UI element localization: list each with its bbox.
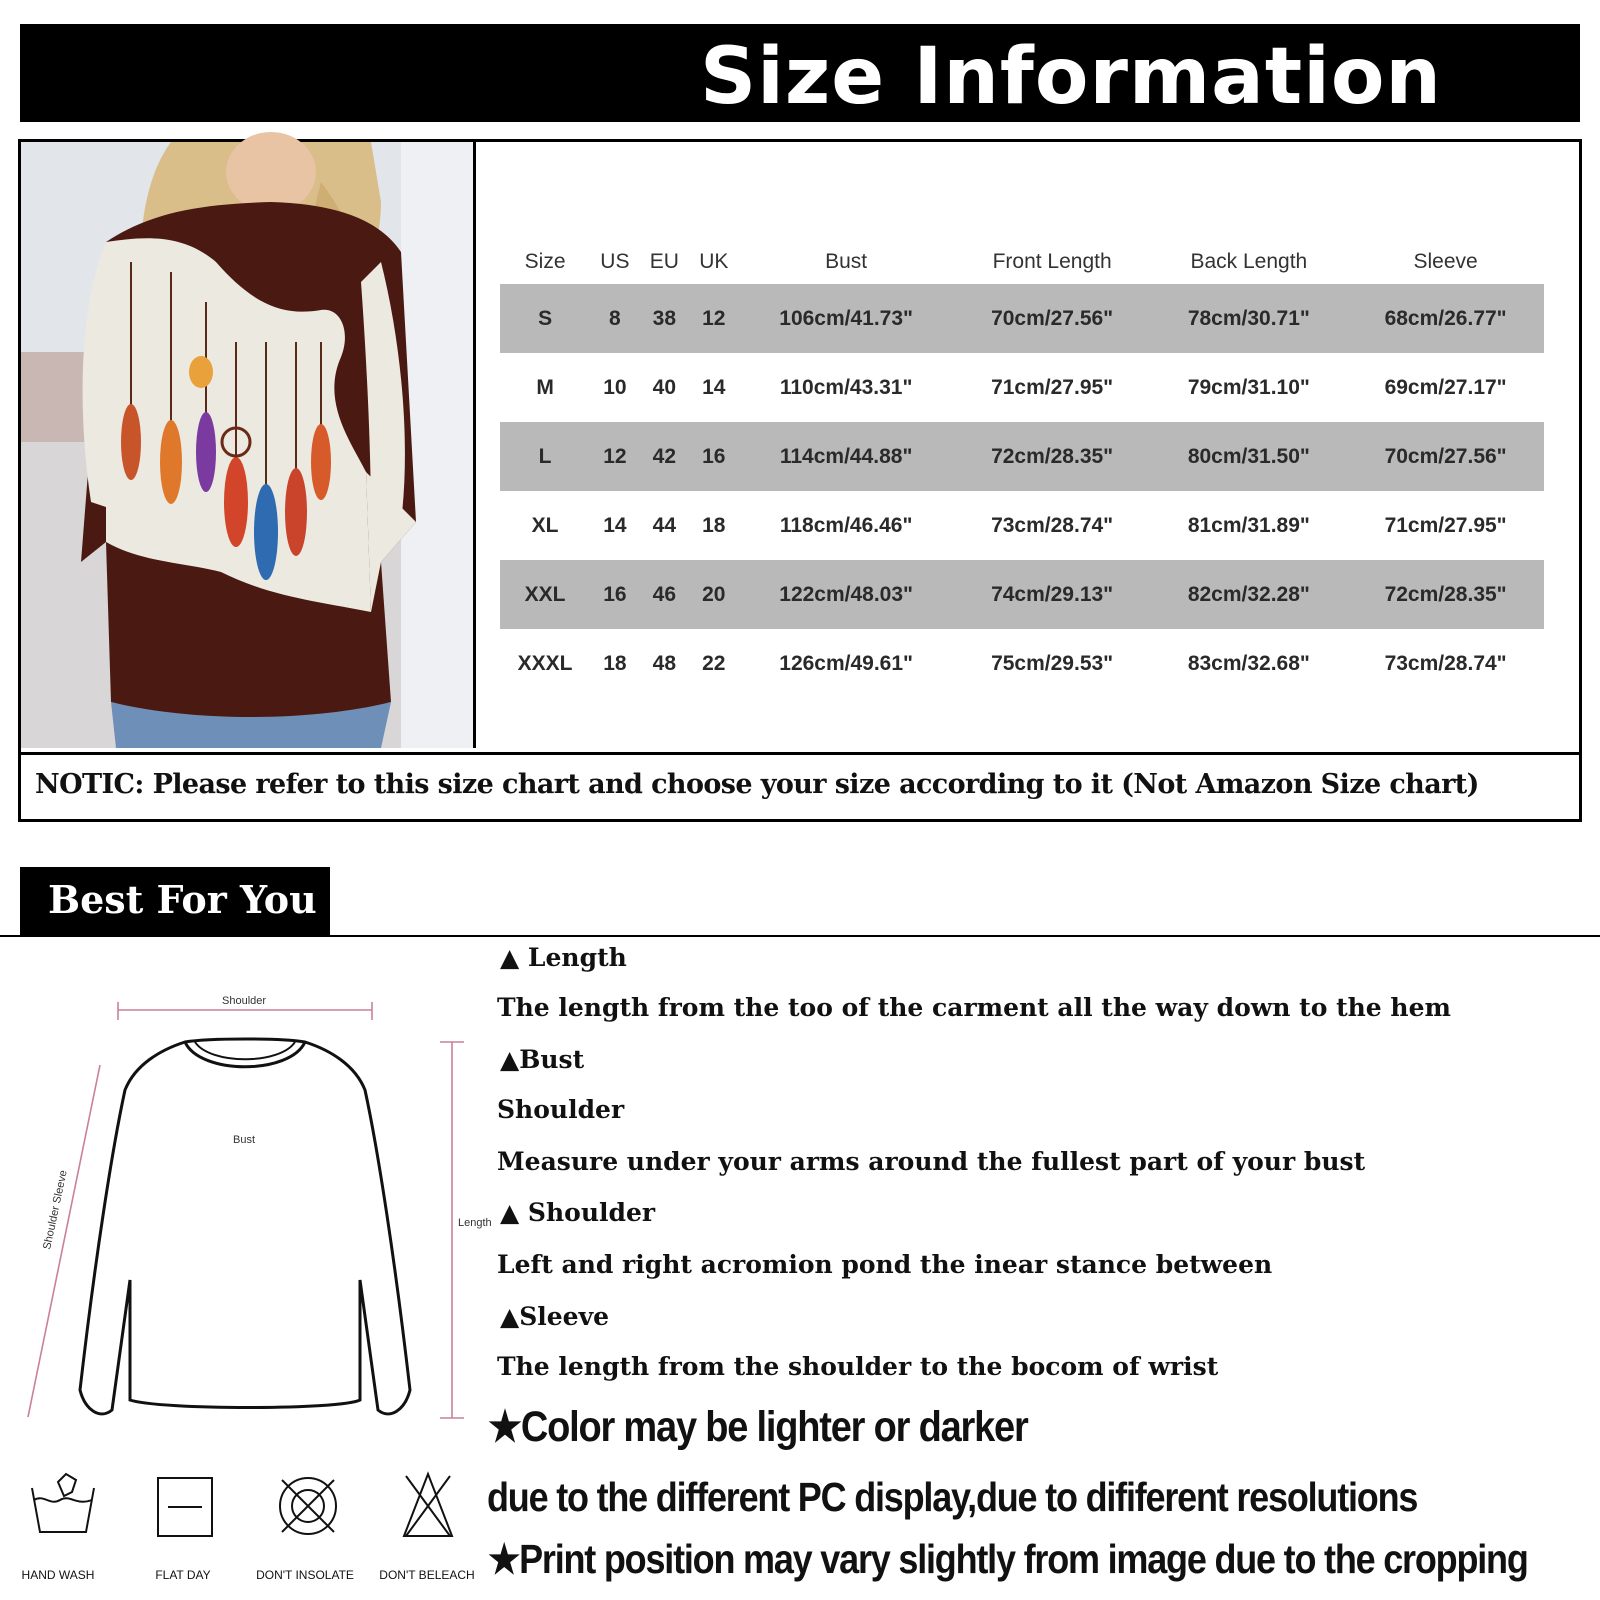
info-shoulder-heading: ▲ Shoulder: [500, 1198, 656, 1227]
table-cell: 72cm/28.35": [954, 422, 1151, 491]
title-bar: [20, 24, 1580, 122]
table-cell: 126cm/49.61": [779, 651, 913, 675]
table-cell: 38: [640, 284, 689, 353]
product-photo: [21, 142, 476, 748]
table-cell: 12: [689, 284, 738, 353]
table-cell: 80cm/31.50": [1150, 422, 1347, 491]
flat-dry-icon: [158, 1478, 212, 1536]
table-cell: 14: [603, 513, 627, 537]
column-header: Bust: [825, 250, 868, 273]
best-for-you-label: [20, 867, 330, 937]
table-cell: L: [500, 422, 590, 491]
table-cell: 46: [640, 560, 689, 629]
table-cell: S: [500, 284, 590, 353]
info-length-heading: ▲ Length: [500, 943, 627, 972]
model-illustration: [21, 142, 473, 748]
hand-wash-icon: [32, 1474, 94, 1532]
table-row: [500, 629, 1544, 698]
column-header: US: [600, 250, 630, 273]
table-row: [500, 560, 1544, 629]
measurement-diagram: [0, 980, 492, 1430]
table-cell: 106cm/41.73": [739, 284, 954, 353]
sweater-outline: [80, 1039, 410, 1414]
column-header: Front Length: [992, 250, 1112, 273]
diagram-length-label: Length: [458, 1217, 492, 1229]
table-cell: 68cm/26.77": [1347, 284, 1544, 353]
table-cell: 8: [590, 284, 639, 353]
table-cell: 114cm/44.88": [739, 422, 954, 491]
table-row: [500, 422, 1544, 491]
table-cell: 71cm/27.95": [1384, 513, 1507, 537]
table-row: [500, 491, 1544, 560]
diagram-shoulder-label: Shoulder: [222, 995, 267, 1007]
table-cell: 18: [603, 651, 627, 675]
info-bust-heading: ▲Bust: [500, 1045, 585, 1074]
info-bust-desc: Measure under your arms around the fullest part of your bust: [497, 1147, 1366, 1176]
table-cell: 72cm/28.35": [1347, 560, 1544, 629]
table-header-row: [500, 240, 1544, 284]
table-cell: 73cm/28.74": [991, 513, 1114, 537]
table-cell: XXXL: [517, 651, 573, 675]
table-cell: 48: [652, 651, 677, 675]
diagram-bust-label: Bust: [233, 1134, 256, 1146]
table-cell: 14: [702, 375, 726, 399]
column-header: UK: [699, 250, 729, 273]
table-cell: 22: [702, 651, 726, 675]
table-cell: 20: [689, 560, 738, 629]
table-cell: 44: [652, 513, 677, 537]
table-cell: 110cm/43.31": [779, 375, 913, 399]
table-row: [500, 284, 1544, 353]
care-label-flat-dry: FLAT DAY: [155, 1568, 211, 1582]
section-divider: [0, 935, 1600, 937]
table-cell: 69cm/27.17": [1384, 375, 1507, 399]
care-label-dont-bleach: DON'T BELEACH: [379, 1568, 475, 1582]
note-display: due to the different PC display,due to dififerent resolutions: [487, 1474, 1418, 1520]
size-table: [500, 240, 1544, 698]
table-cell: 16: [689, 422, 738, 491]
page-title: Size Information: [700, 32, 1442, 122]
dont-insolate-icon: [280, 1478, 336, 1534]
info-sleeve-desc: The length from the shoulder to the bocom of wrist: [497, 1352, 1219, 1381]
care-icons: [20, 1470, 480, 1570]
table-cell: 118cm/46.46": [779, 513, 913, 537]
table-cell: 74cm/29.13": [954, 560, 1151, 629]
table-cell: 42: [640, 422, 689, 491]
table-cell: 122cm/48.03": [739, 560, 954, 629]
table-cell: 73cm/28.74": [1384, 651, 1507, 675]
note-print: ★Print position may vary slightly from image due to the cropping: [488, 1536, 1528, 1582]
column-header: Size: [524, 250, 566, 273]
column-header: Sleeve: [1413, 250, 1478, 273]
table-cell: M: [536, 375, 554, 399]
info-sleeve-heading: ▲Sleeve: [500, 1302, 610, 1331]
dont-bleach-icon: [404, 1474, 452, 1536]
table-cell: 18: [702, 513, 726, 537]
info-length-desc: The length from the too of the carment all the way down to the hem: [497, 993, 1451, 1022]
table-cell: 10: [603, 375, 627, 399]
table-cell: 70cm/27.56": [1347, 422, 1544, 491]
notice-text: NOTIC: Please refer to this size chart and choose your size according to it (Not Amazon Size chart): [35, 769, 1479, 800]
info-bust-shoulder: Shoulder: [497, 1095, 625, 1124]
table-cell: 70cm/27.56": [954, 284, 1151, 353]
info-shoulder-desc: Left and right acromion pond the inear stance between: [497, 1250, 1273, 1279]
care-label-hand-wash: HAND WASH: [21, 1568, 95, 1582]
note-color: ★Color may be lighter or darker: [488, 1404, 1028, 1452]
care-label-dont-insolate: DON'T INSOLATE: [256, 1568, 354, 1582]
diagram-sleeve-label: Shoulder Sleeve: [41, 1169, 70, 1251]
table-cell: 81cm/31.89": [1187, 513, 1310, 537]
column-header: Back Length: [1190, 250, 1308, 273]
column-header: EU: [649, 250, 679, 273]
table-cell: 75cm/29.53": [991, 651, 1114, 675]
table-cell: 40: [652, 375, 677, 399]
table-cell: 82cm/32.28": [1150, 560, 1347, 629]
table-cell: 79cm/31.10": [1187, 375, 1310, 399]
table-cell: 16: [590, 560, 639, 629]
table-cell: XL: [531, 513, 559, 537]
table-cell: 12: [590, 422, 639, 491]
notice-row: [21, 752, 1579, 819]
table-cell: XXL: [500, 560, 590, 629]
best-for-you-title: Best For You: [48, 877, 317, 922]
table-cell: 83cm/32.68": [1187, 651, 1310, 675]
table-cell: 71cm/27.95": [991, 375, 1114, 399]
table-cell: 78cm/30.71": [1150, 284, 1347, 353]
table-row: [500, 353, 1544, 422]
